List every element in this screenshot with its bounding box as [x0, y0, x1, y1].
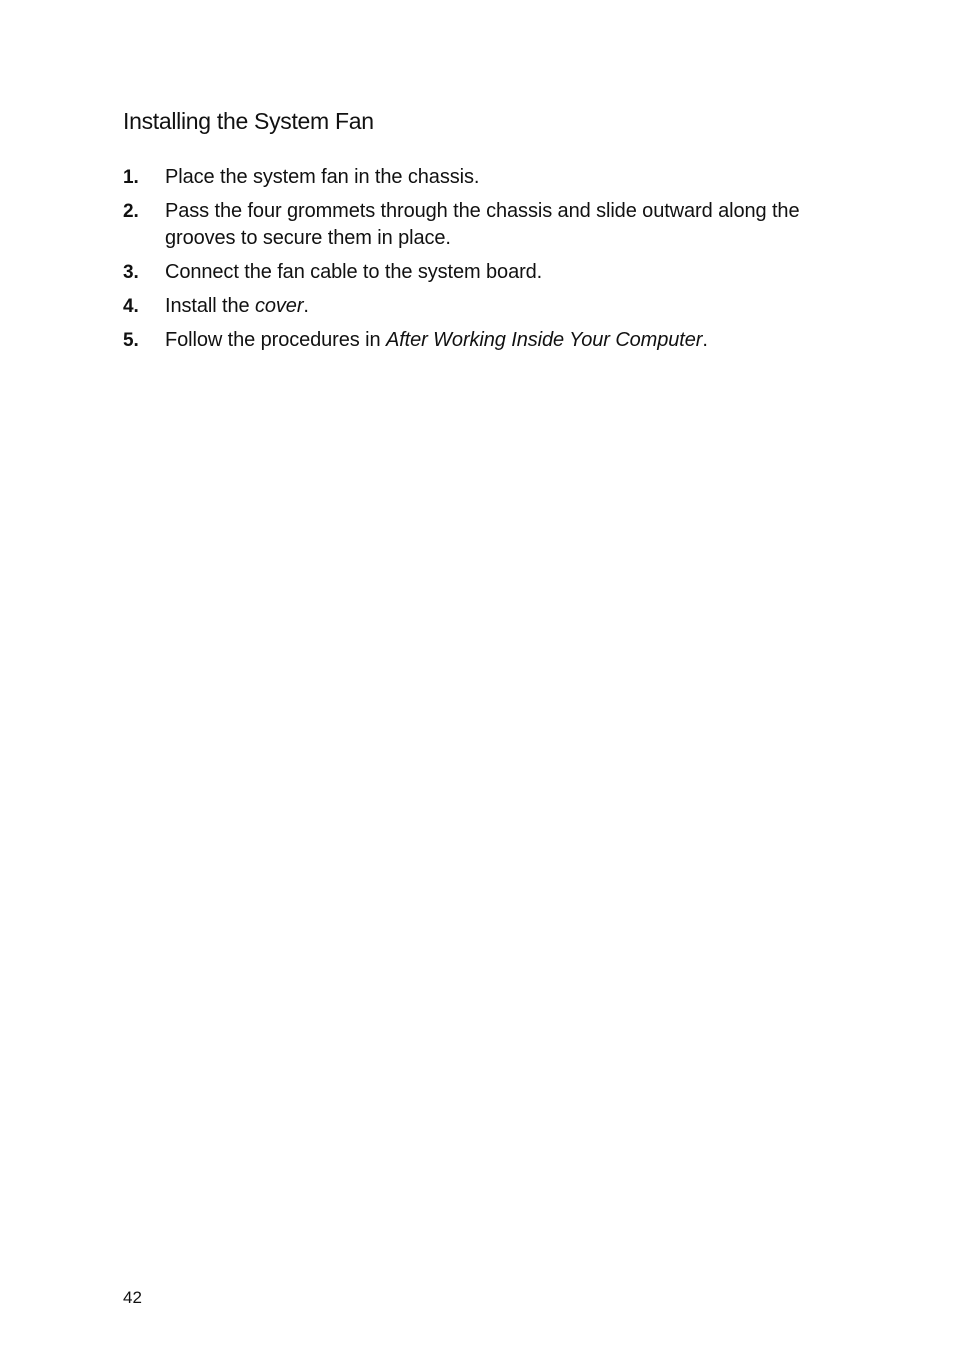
cover-link[interactable]: cover: [254, 295, 304, 317]
step-text: Pass the four grommets through the chassis and slide outward along the grooves to secure them in place.: [165, 200, 800, 249]
step-text: Connect the fan cable to the system board.: [165, 261, 543, 283]
page-number: 42: [123, 1288, 142, 1307]
list-item-step-1: [123, 164, 843, 191]
step-number: 5.: [123, 330, 139, 351]
list-item-step-2: [123, 198, 843, 252]
step-text: Place the system fan in the chassis.: [165, 166, 480, 188]
step-text-before: Install the: [165, 295, 255, 317]
step-number: 2.: [123, 201, 139, 222]
list-item-step-3: [123, 259, 843, 286]
after-working-inside-link[interactable]: After Working Inside Your Computer: [385, 329, 703, 351]
step-text: [165, 329, 708, 351]
step-number: 3.: [123, 262, 139, 283]
list-item-step-5: [123, 327, 843, 354]
step-text-after: .: [303, 295, 309, 317]
procedure-steps-list: [123, 164, 843, 361]
step-text-after: .: [702, 329, 708, 351]
step-text-before: Follow the procedures in: [165, 329, 386, 351]
section-heading: Installing the System Fan: [123, 108, 374, 134]
list-item-step-4: [123, 293, 843, 320]
step-number: 4.: [123, 296, 139, 317]
step-number: 1.: [123, 167, 139, 188]
step-text: [165, 295, 309, 317]
